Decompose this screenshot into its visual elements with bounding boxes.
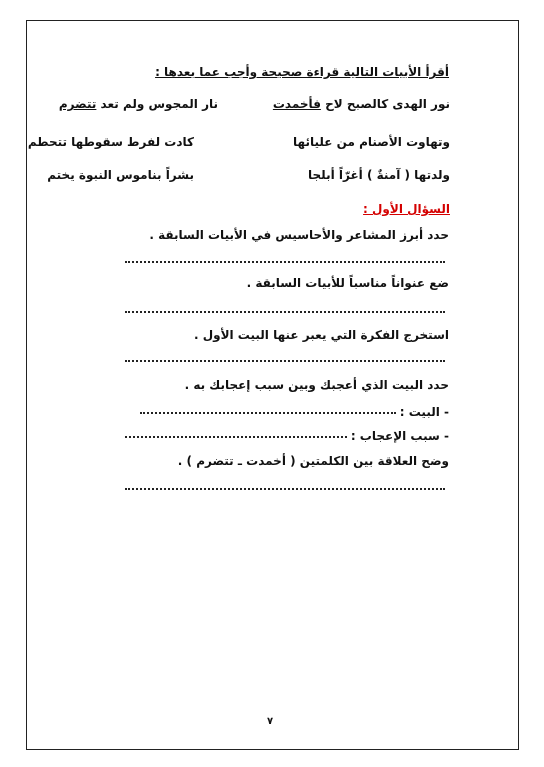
question-4-verse-label: - البيت : (399, 405, 449, 419)
answer-dots-reason (125, 436, 347, 438)
verse-1-second-hemistich (59, 96, 218, 112)
verse-2-second-hemistich: كادت لفرط سقوطها تتحطم (27, 135, 194, 149)
question-4-reason-label: - سبب الإعجاب : (350, 429, 449, 443)
verse-3-first-hemistich: ولدتها ( آمنةٌ ) أغرّاً أبلجا (308, 168, 450, 182)
heading: أقرأ الأبيات التالية قراءة صحيحة وأجب عما بعدها : (155, 65, 449, 79)
verse-1-second-underlined: تتضرم (58, 97, 97, 111)
question-4-reason-line (125, 428, 449, 444)
question-4-verse-line (140, 404, 449, 420)
answer-dots-verse (140, 412, 396, 414)
question-1: حدد أبرز المشاعر والأحاسيس في الأبيات السابقة . (149, 228, 449, 242)
verse-2-first-hemistich: وتهاوت الأصنام من عليائها (293, 135, 450, 149)
question-4: حدد البيت الذي أعجبك وبين سبب إعجابك به . (184, 378, 449, 392)
section-title: السؤال الأول : (363, 202, 450, 216)
page-number: ٧ (267, 716, 274, 727)
answer-line-1 (125, 261, 445, 263)
question-2: ضع عنواناً مناسباً للأبيات السابقة . (246, 276, 449, 290)
verse-1-second-text: نار المجوس ولم تعد (96, 97, 218, 111)
question-3: استخرج الفكرة التي يعبر عنها البيت الأول . (193, 328, 449, 342)
answer-line-2 (125, 311, 445, 313)
verse-1-first-underlined: فأخمدت (272, 97, 321, 111)
verse-3-second-hemistich: بشراً بناموس النبوة يختم (47, 168, 194, 182)
answer-line-3 (125, 360, 445, 362)
verse-1-first-text: نور الهدى كالصبح لاح (320, 97, 450, 111)
answer-line-5 (125, 488, 445, 490)
verse-1-first-hemistich (273, 96, 450, 112)
question-5: وضح العلاقة بين الكلمتين ( أخمدت ـ تتضرم ) . (177, 454, 449, 468)
